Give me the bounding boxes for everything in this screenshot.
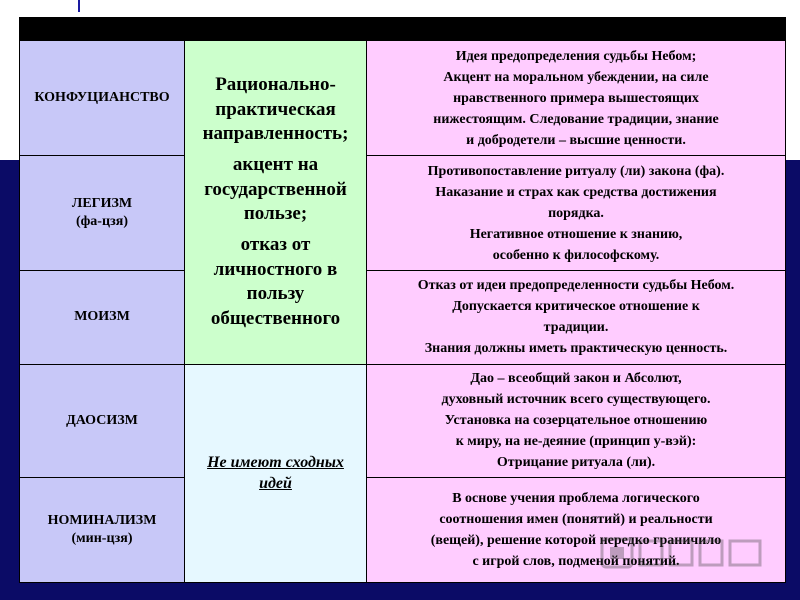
difference-line: нижестоящим. Следование традиции, знание (433, 111, 719, 127)
difference-line: Противопоставление ритуалу (ли) закона (фа). (427, 163, 725, 179)
difference-line: нравственного примера вышестоящих (453, 90, 699, 106)
difference-line: особенно к философскому. (492, 247, 660, 263)
schools-comparison-table (19, 17, 786, 583)
difference-cell (367, 41, 786, 156)
similarity-item: отказ от личностного в пользу общественного (210, 233, 341, 330)
difference-line: Идея предопределения судьбы Небом; (455, 48, 697, 64)
difference-line: Наказание и страх как средства достижения (435, 184, 717, 200)
school-name: НОМИНАЛИЗМ (47, 512, 157, 528)
similarity-group-1 (185, 41, 367, 365)
difference-line: В основе учения проблема логического (452, 490, 700, 506)
school-cell (20, 364, 185, 477)
difference-line: к миру, на не-деяние (принцип у-вэй): (455, 434, 697, 450)
header-differences: РАЗЛИЧИЯ (367, 18, 786, 41)
difference-line: Знания должны иметь практическую ценность. (424, 341, 728, 357)
school-cell (20, 477, 185, 582)
difference-cell (367, 271, 786, 364)
table-row (20, 477, 786, 582)
similarity-item: Рационально-практическая направленность; (202, 73, 349, 145)
school-cell (20, 156, 185, 271)
similarity-group-2 (185, 364, 367, 582)
decorative-line (78, 0, 80, 12)
difference-line: с игрой слов, подменой понятий. (472, 553, 680, 569)
difference-line: и добродетели – высшие ценности. (466, 132, 686, 148)
difference-line: Дао – всеобщий закон и Абсолют, (470, 371, 682, 387)
school-name: ДАОСИЗМ (66, 412, 138, 428)
difference-line: Негативное отношение к знанию, (469, 226, 683, 242)
table-row (20, 364, 786, 477)
school-name: МОИЗМ (74, 309, 130, 325)
school-name: КОНФУЦИАНСТВО (34, 90, 170, 105)
similarity-item: акцент на государственной пользе; (204, 153, 347, 225)
header-row (20, 18, 786, 41)
school-subtitle: (фа-цзя) (75, 214, 129, 230)
table-row (20, 156, 786, 271)
header-schools: ШКОЛЫ (20, 18, 185, 41)
difference-cell (367, 477, 786, 582)
difference-cell (367, 156, 786, 271)
table-row (20, 41, 786, 156)
similarity-none-text: Не имеют сходных идей (207, 453, 344, 493)
difference-line: Установка на созерцательное отношению (444, 413, 708, 429)
difference-line: порядка. (548, 205, 604, 221)
difference-line: (вещей), решение которой нередко граничило (430, 532, 722, 548)
header-similarity: СХОДСТВО (185, 18, 367, 41)
difference-line: духовный источник всего существующего. (441, 392, 711, 408)
school-name: ЛЕГИЗМ (71, 196, 133, 212)
difference-line: соотношения имен (понятий) и реальности (439, 511, 713, 527)
difference-line: Отрицание ритуала (ли). (496, 455, 656, 471)
difference-cell (367, 364, 786, 477)
table-row (20, 271, 786, 364)
school-subtitle: (мин-цзя) (71, 530, 133, 546)
difference-line: Отказ от идеи предопределенности судьбы Небом. (417, 278, 735, 294)
difference-line: Акцент на моральном убеждении, на силе (443, 69, 709, 85)
difference-line: традиции. (543, 320, 609, 336)
school-cell (20, 271, 185, 364)
school-cell (20, 41, 185, 156)
difference-line: Допускается критическое отношение к (452, 299, 700, 315)
